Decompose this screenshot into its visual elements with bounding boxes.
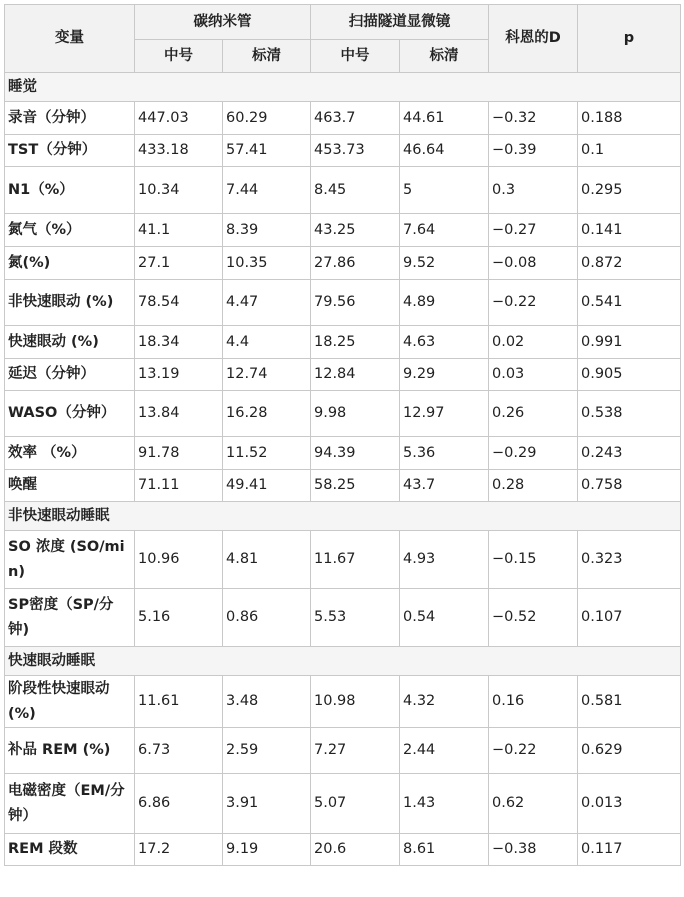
row-label: 氮气（%） [5, 214, 135, 247]
cnt-sd-cell: 4.4 [223, 326, 311, 359]
row-label: 快速眼动 (%) [5, 326, 135, 359]
table-row [5, 728, 681, 774]
stm-mean-cell: 11.67 [311, 531, 400, 589]
p-value-cell: 0.013 [578, 774, 681, 834]
cnt-mean-cell: 13.19 [135, 359, 223, 391]
stm-mean-cell: 12.84 [311, 359, 400, 391]
p-value-cell: 0.323 [578, 531, 681, 589]
cnt-mean-cell: 41.1 [135, 214, 223, 247]
table-row [5, 247, 681, 280]
cnt-mean-cell: 6.86 [135, 774, 223, 834]
cnt-sd-cell: 12.74 [223, 359, 311, 391]
cohen-d-cell: −0.27 [489, 214, 578, 247]
row-label: 补品 REM (%) [5, 728, 135, 774]
stm-mean-cell: 20.6 [311, 834, 400, 866]
stm-sd-cell: 4.32 [400, 676, 489, 728]
stm-mean-cell: 5.07 [311, 774, 400, 834]
header-cohen-d: 科恩的D [489, 5, 578, 73]
row-label: WASO（分钟） [5, 391, 135, 437]
stm-mean-cell: 10.98 [311, 676, 400, 728]
table-row [5, 391, 681, 437]
stm-sd-cell: 5 [400, 167, 489, 214]
table-row [5, 834, 681, 866]
header-cnt-sd: 标清 [223, 40, 311, 73]
cnt-sd-cell: 10.35 [223, 247, 311, 280]
p-value-cell: 0.905 [578, 359, 681, 391]
stm-mean-cell: 27.86 [311, 247, 400, 280]
row-label: 氮(%) [5, 247, 135, 280]
stm-sd-cell: 12.97 [400, 391, 489, 437]
stm-sd-cell: 7.64 [400, 214, 489, 247]
cnt-mean-cell: 11.61 [135, 676, 223, 728]
cnt-sd-cell: 60.29 [223, 102, 311, 135]
section-header-row [5, 502, 681, 531]
row-label: N1（%） [5, 167, 135, 214]
cohen-d-cell: −0.15 [489, 531, 578, 589]
table-container [4, 4, 681, 866]
table-body [5, 73, 681, 866]
stm-sd-cell: 43.7 [400, 470, 489, 502]
row-label: 效率 （%） [5, 437, 135, 470]
cnt-sd-cell: 57.41 [223, 135, 311, 167]
p-value-cell: 0.541 [578, 280, 681, 326]
cnt-mean-cell: 71.11 [135, 470, 223, 502]
cohen-d-cell: 0.26 [489, 391, 578, 437]
row-label: 延迟（分钟） [5, 359, 135, 391]
cnt-sd-cell: 3.91 [223, 774, 311, 834]
table-row [5, 589, 681, 647]
row-label: 电磁密度（EM/分钟） [5, 774, 135, 834]
row-label: SP密度（SP/分钟) [5, 589, 135, 647]
cnt-mean-cell: 27.1 [135, 247, 223, 280]
section-title: 睡觉 [5, 73, 681, 102]
cnt-sd-cell: 49.41 [223, 470, 311, 502]
stm-mean-cell: 9.98 [311, 391, 400, 437]
table-row [5, 437, 681, 470]
cnt-sd-cell: 9.19 [223, 834, 311, 866]
stm-mean-cell: 463.7 [311, 102, 400, 135]
p-value-cell: 0.295 [578, 167, 681, 214]
cnt-mean-cell: 5.16 [135, 589, 223, 647]
table-row [5, 531, 681, 589]
table-header [5, 5, 681, 73]
table-row [5, 470, 681, 502]
stm-sd-cell: 2.44 [400, 728, 489, 774]
table-row [5, 102, 681, 135]
cnt-sd-cell: 7.44 [223, 167, 311, 214]
stm-sd-cell: 44.61 [400, 102, 489, 135]
cohen-d-cell: 0.62 [489, 774, 578, 834]
cohen-d-cell: −0.38 [489, 834, 578, 866]
stm-sd-cell: 46.64 [400, 135, 489, 167]
cohen-d-cell: −0.39 [489, 135, 578, 167]
cohen-d-cell: 0.3 [489, 167, 578, 214]
cnt-sd-cell: 4.81 [223, 531, 311, 589]
row-label: SO 浓度 (SO/min) [5, 531, 135, 589]
cnt-sd-cell: 2.59 [223, 728, 311, 774]
cnt-mean-cell: 447.03 [135, 102, 223, 135]
stm-mean-cell: 18.25 [311, 326, 400, 359]
cnt-mean-cell: 433.18 [135, 135, 223, 167]
p-value-cell: 0.758 [578, 470, 681, 502]
stm-sd-cell: 5.36 [400, 437, 489, 470]
stm-sd-cell: 1.43 [400, 774, 489, 834]
p-value-cell: 0.117 [578, 834, 681, 866]
header-cnt-mean: 中号 [135, 40, 223, 73]
statistics-table [4, 4, 681, 866]
cnt-sd-cell: 11.52 [223, 437, 311, 470]
stm-mean-cell: 7.27 [311, 728, 400, 774]
p-value-cell: 0.581 [578, 676, 681, 728]
cohen-d-cell: 0.03 [489, 359, 578, 391]
cohen-d-cell: 0.02 [489, 326, 578, 359]
stm-mean-cell: 5.53 [311, 589, 400, 647]
row-label: 录音（分钟） [5, 102, 135, 135]
cohen-d-cell: −0.52 [489, 589, 578, 647]
header-variable: 变量 [5, 5, 135, 73]
table-row [5, 214, 681, 247]
stm-sd-cell: 9.29 [400, 359, 489, 391]
stm-mean-cell: 94.39 [311, 437, 400, 470]
stm-mean-cell: 79.56 [311, 280, 400, 326]
row-label: 阶段性快速眼动 (%) [5, 676, 135, 728]
stm-sd-cell: 4.89 [400, 280, 489, 326]
section-title: 快速眼动睡眠 [5, 647, 681, 676]
table-row [5, 774, 681, 834]
cohen-d-cell: 0.28 [489, 470, 578, 502]
row-label: 非快速眼动 (%) [5, 280, 135, 326]
cohen-d-cell: −0.32 [489, 102, 578, 135]
cohen-d-cell: −0.29 [489, 437, 578, 470]
stm-mean-cell: 43.25 [311, 214, 400, 247]
table-row [5, 359, 681, 391]
stm-mean-cell: 8.45 [311, 167, 400, 214]
p-value-cell: 0.188 [578, 102, 681, 135]
header-group-cnt: 碳纳米管 [135, 5, 311, 40]
row-label: 唤醒 [5, 470, 135, 502]
stm-sd-cell: 8.61 [400, 834, 489, 866]
stm-sd-cell: 9.52 [400, 247, 489, 280]
section-header-row [5, 73, 681, 102]
cnt-mean-cell: 78.54 [135, 280, 223, 326]
cohen-d-cell: −0.08 [489, 247, 578, 280]
p-value-cell: 0.991 [578, 326, 681, 359]
cnt-mean-cell: 6.73 [135, 728, 223, 774]
cnt-mean-cell: 10.34 [135, 167, 223, 214]
cohen-d-cell: −0.22 [489, 280, 578, 326]
header-p: p [578, 5, 681, 73]
section-header-row [5, 647, 681, 676]
stm-sd-cell: 4.63 [400, 326, 489, 359]
cohen-d-cell: 0.16 [489, 676, 578, 728]
p-value-cell: 0.872 [578, 247, 681, 280]
p-value-cell: 0.629 [578, 728, 681, 774]
cnt-sd-cell: 16.28 [223, 391, 311, 437]
p-value-cell: 0.107 [578, 589, 681, 647]
row-label: REM 段数 [5, 834, 135, 866]
table-row [5, 167, 681, 214]
p-value-cell: 0.1 [578, 135, 681, 167]
section-title: 非快速眼动睡眠 [5, 502, 681, 531]
cnt-sd-cell: 3.48 [223, 676, 311, 728]
row-label: TST（分钟） [5, 135, 135, 167]
cnt-mean-cell: 18.34 [135, 326, 223, 359]
cnt-sd-cell: 0.86 [223, 589, 311, 647]
p-value-cell: 0.538 [578, 391, 681, 437]
header-group-stm: 扫描隧道显微镜 [311, 5, 489, 40]
table-row [5, 280, 681, 326]
p-value-cell: 0.243 [578, 437, 681, 470]
cnt-sd-cell: 8.39 [223, 214, 311, 247]
stm-mean-cell: 58.25 [311, 470, 400, 502]
cohen-d-cell: −0.22 [489, 728, 578, 774]
table-row [5, 676, 681, 728]
cnt-sd-cell: 4.47 [223, 280, 311, 326]
stm-sd-cell: 0.54 [400, 589, 489, 647]
table-row [5, 135, 681, 167]
cnt-mean-cell: 10.96 [135, 531, 223, 589]
stm-sd-cell: 4.93 [400, 531, 489, 589]
p-value-cell: 0.141 [578, 214, 681, 247]
cnt-mean-cell: 17.2 [135, 834, 223, 866]
stm-mean-cell: 453.73 [311, 135, 400, 167]
header-stm-mean: 中号 [311, 40, 400, 73]
table-row [5, 326, 681, 359]
header-stm-sd: 标清 [400, 40, 489, 73]
cnt-mean-cell: 13.84 [135, 391, 223, 437]
cnt-mean-cell: 91.78 [135, 437, 223, 470]
